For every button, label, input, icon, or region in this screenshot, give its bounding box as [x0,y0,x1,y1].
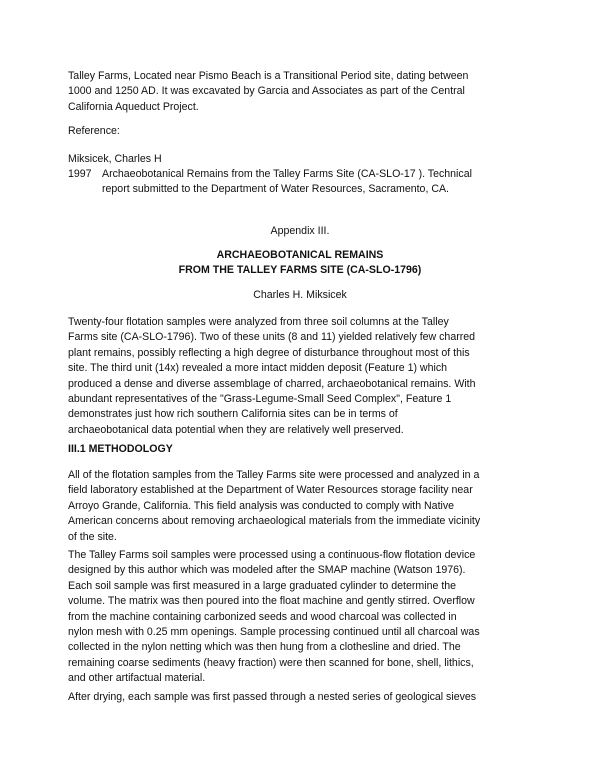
abstract-line: Twenty-four flotation samples were analyzed from three soil columns at the Talley [68,316,449,328]
appendix-author: Charles H. Miksicek [253,289,347,301]
appendix-label: Appendix III. [270,225,330,237]
body-line: designed by this author which was modeled after the SMAP machine (Watson 1976). [68,564,466,577]
body-line: of the site. [68,530,117,543]
body-line: nylon mesh with 0.25 mm openings. Sample processing continued until all charcoal was [68,626,480,639]
body-line: American concerns about removing archaeological materials from the immediate vicinity [68,515,481,528]
abstract-line: site. The third unit (14x) revealed a more intact midden deposit (Feature 1) which [68,362,448,375]
reference-citation [102,167,542,198]
appendix-title-line: FROM THE TALLEY FARMS SITE (CA-SLO-1796) [178,264,422,277]
abstract-line: Farms site (CA-SLO-1796). Two of these units (8 and 11) yielded relatively few charred [68,331,476,344]
body-line: All of the flotation samples from the Talley Farms site were processed and analyzed in a [68,469,480,481]
section-heading: III.1 METHODOLOGY [68,443,173,455]
reference-heading: Reference: [68,125,120,137]
methodology-paragraph-3 [68,690,543,705]
body-line: volume. The matrix was then poured into the float machine and gently stirred. Overflow [68,595,475,608]
intro-line: 1000 and 1250 AD. It was excavated by Garcia and Associates as part of the Central [68,85,465,98]
body-line: field laboratory established at the Department of Water Resources storage facility near [68,484,473,497]
abstract-line: plant remains, possibly reflecting a high degree of disturbance throughout most of this [68,346,470,359]
intro-paragraph [68,69,543,115]
appendix-title-line: ARCHAEOBOTANICAL REMAINS [216,249,384,261]
intro-line: California Aqueduct Project. [68,100,199,113]
abstract-line: abundant representatives of the "Grass-Legume-Small Seed Complex", Feature 1 [68,393,452,406]
abstract-line: demonstrates just how rich southern California sites can be in terms of [68,408,398,421]
abstract-line: produced a dense and diverse assemblage of charred, archaeobotanical remains. With [68,377,476,390]
appendix-title [0,248,600,279]
body-line: The Talley Farms soil samples were processed using a continuous-flow flotation device [68,549,476,561]
abstract-line: archaeobotanical data potential when they are relatively well preserved. [68,423,404,436]
body-line: After drying, each sample was first passed through a nested series of geological sieves [68,691,477,703]
body-line: Arroyo Grande, California. This field analysis was conducted to comply with Native [68,499,455,512]
body-line: remaining coarse sediments (heavy fraction) were then scanned for bone, shell, lithics, [68,656,474,669]
body-line: and other artifactual material. [68,672,206,685]
reference-line: Archaeobotanical Remains from the Talley Farms Site (CA-SLO-17 ). Technical [102,168,472,180]
reference-author: Miksicek, Charles H [68,153,162,165]
reference-year: 1997 [68,168,92,180]
intro-line: Talley Farms, Located near Pismo Beach is a Transitional Period site, dating between [68,70,469,82]
body-line: Each soil sample was first measured in a large graduated cylinder to determine the [68,579,457,592]
reference-line: report submitted to the Department of Water Resources, Sacramento, CA. [102,183,449,196]
methodology-paragraph-2 [68,548,543,687]
methodology-paragraph-1 [68,468,543,545]
body-line: from the machine containing carbonized seeds and wood charcoal was collected in [68,610,457,623]
body-line: collected in the nylon netting which was then hung from a clothesline and dried. The [68,641,461,654]
abstract-paragraph [68,315,543,438]
